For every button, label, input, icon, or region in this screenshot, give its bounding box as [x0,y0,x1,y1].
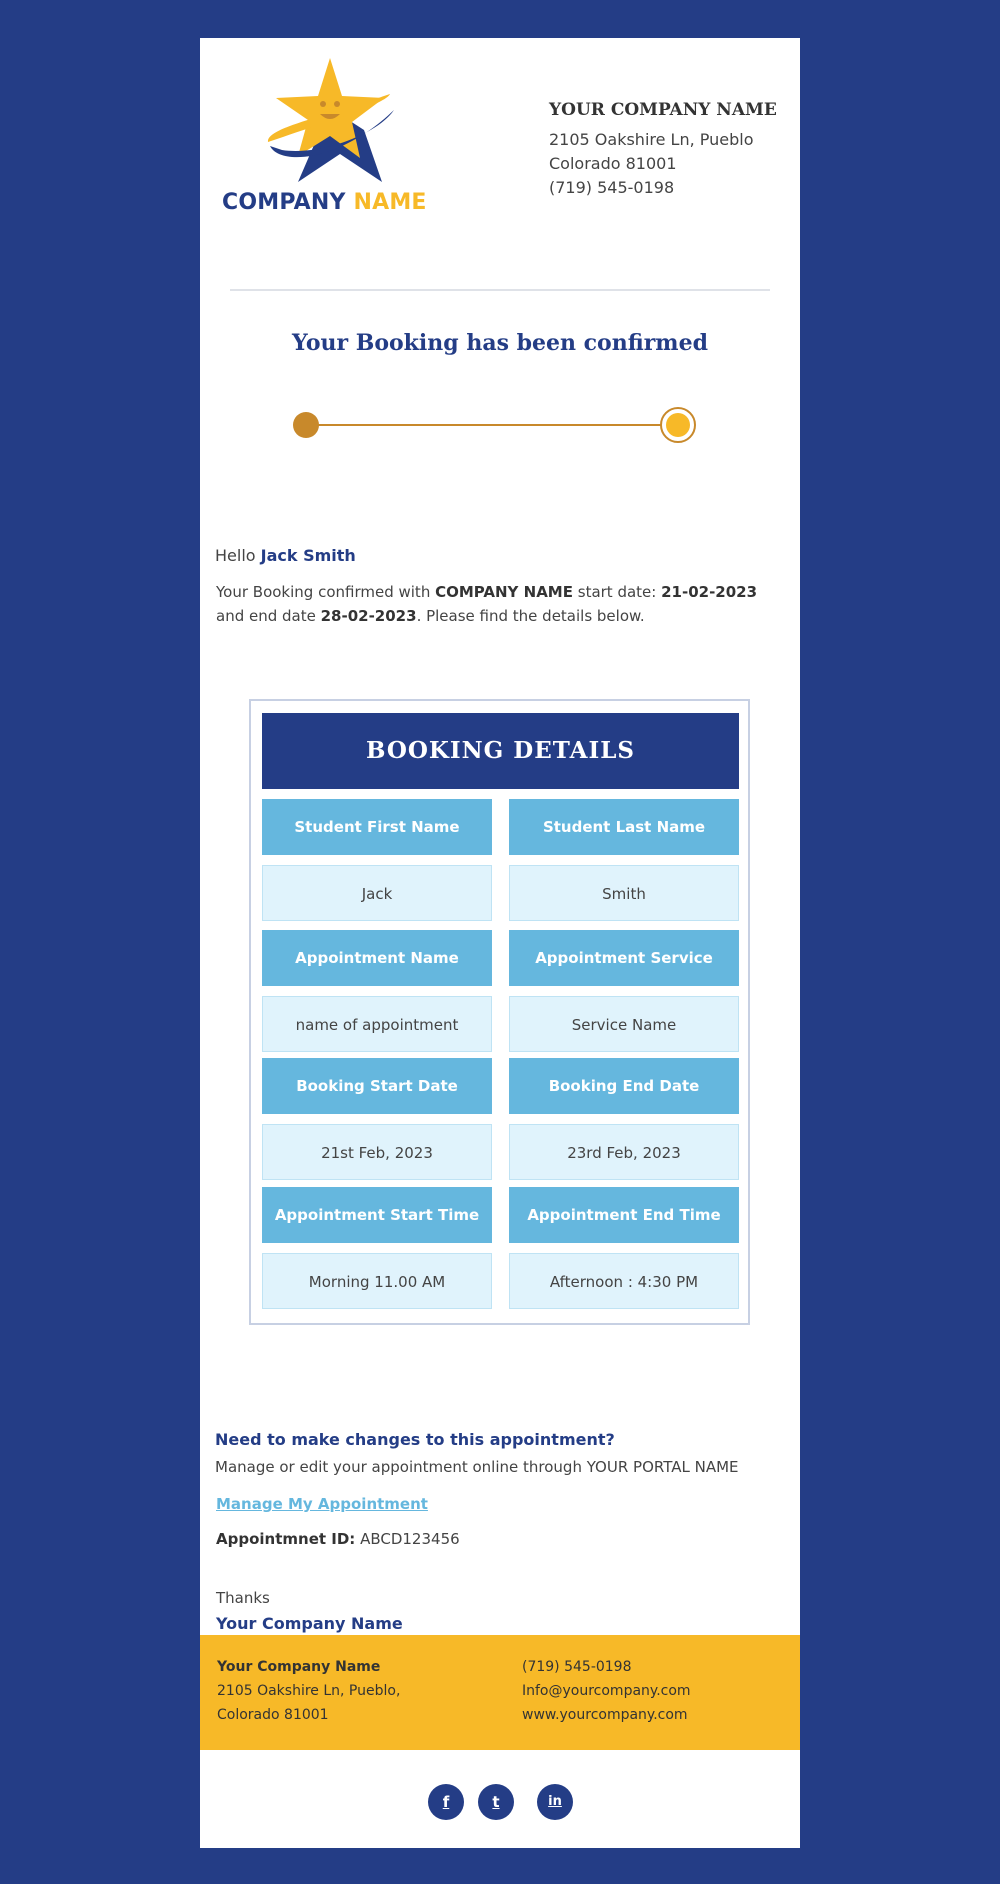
value-student-first-name: Jack [262,865,492,921]
signoff-company: Your Company Name [216,1614,403,1633]
footer-phone: (719) 545-0198 [522,1659,632,1675]
logo-word-name: NAME [353,190,427,215]
footer-address-line1: 2105 Oakshire Ln, Pueblo, [217,1683,401,1699]
intro-text-2: start date: [572,583,662,601]
footer [200,1635,800,1750]
star-logo-icon [260,58,400,188]
progress-tracker [293,407,693,447]
intro-paragraph [216,580,786,628]
logo-word-company: COMPANY [222,190,346,215]
appointment-id [216,1530,460,1548]
twitter-icon[interactable]: t [478,1784,514,1820]
label-student-first-name: Student First Name [262,799,492,855]
value-appointment-service: Service Name [509,996,739,1052]
company-phone: (719) 545-0198 [549,178,675,197]
confirmation-headline: Your Booking has been confirmed [292,330,708,356]
value-appointment-start-time: Morning 11.00 AM [262,1253,492,1309]
company-address-line1: 2105 Oakshire Ln, Pueblo [549,130,754,149]
progress-line [305,424,673,426]
intro-text-1: Your Booking confirmed with [216,583,436,601]
company-contact-block [549,100,789,200]
footer-contact-block [522,1655,691,1727]
booking-details-title: BOOKING DETAILS [262,713,739,789]
label-booking-start-date: Booking Start Date [262,1058,492,1114]
label-appointment-start-time: Appointment Start Time [262,1187,492,1243]
footer-address-block [217,1655,400,1727]
value-appointment-end-time: Afternoon : 4:30 PM [509,1253,739,1309]
intro-company: COMPANY NAME [435,583,573,601]
company-address-line2: Colorado 81001 [549,154,677,173]
value-student-last-name: Smith [509,865,739,921]
label-appointment-service: Appointment Service [509,930,739,986]
intro-text-4: . Please find the details below. [416,607,645,625]
progress-start-dot [293,412,319,438]
footer-company-name: Your Company Name [217,1659,381,1675]
facebook-icon[interactable]: f [428,1784,464,1820]
label-appointment-end-time: Appointment End Time [509,1187,739,1243]
label-appointment-name: Appointment Name [262,930,492,986]
greeting-name: Jack Smith [260,546,356,565]
booking-details-card [249,699,750,1325]
appointment-id-label: Appointmnet ID: [216,1530,356,1548]
value-booking-start-date: 21st Feb, 2023 [262,1124,492,1180]
company-logo [222,58,432,215]
value-appointment-name: name of appointment [262,996,492,1052]
greeting-hello: Hello [215,546,256,565]
changes-text: Manage or edit your appointment online through YOUR PORTAL NAME [215,1458,739,1476]
footer-email[interactable]: Info@yourcompany.com [522,1683,691,1699]
label-student-last-name: Student Last Name [509,799,739,855]
greeting [215,546,356,565]
logo-wordmark [222,190,432,215]
header-divider [230,289,770,291]
label-booking-end-date: Booking End Date [509,1058,739,1114]
company-name: YOUR COMPANY NAME [549,100,777,120]
progress-end-dot [660,407,696,443]
appointment-id-value: ABCD123456 [360,1530,460,1548]
intro-text-3: and end date [216,607,321,625]
social-links [200,1784,800,1820]
signoff-thanks: Thanks [216,1589,270,1607]
intro-end-date: 28-02-2023 [320,607,417,625]
email-sheet [200,38,800,1848]
linkedin-icon[interactable]: in [537,1784,573,1820]
footer-website[interactable]: www.yourcompany.com [522,1707,688,1723]
changes-title: Need to make changes to this appointment? [215,1430,615,1449]
intro-start-date: 21-02-2023 [661,583,758,601]
manage-appointment-link[interactable]: Manage My Appointment [216,1495,428,1513]
footer-address-line2: Colorado 81001 [217,1707,329,1723]
value-booking-end-date: 23rd Feb, 2023 [509,1124,739,1180]
